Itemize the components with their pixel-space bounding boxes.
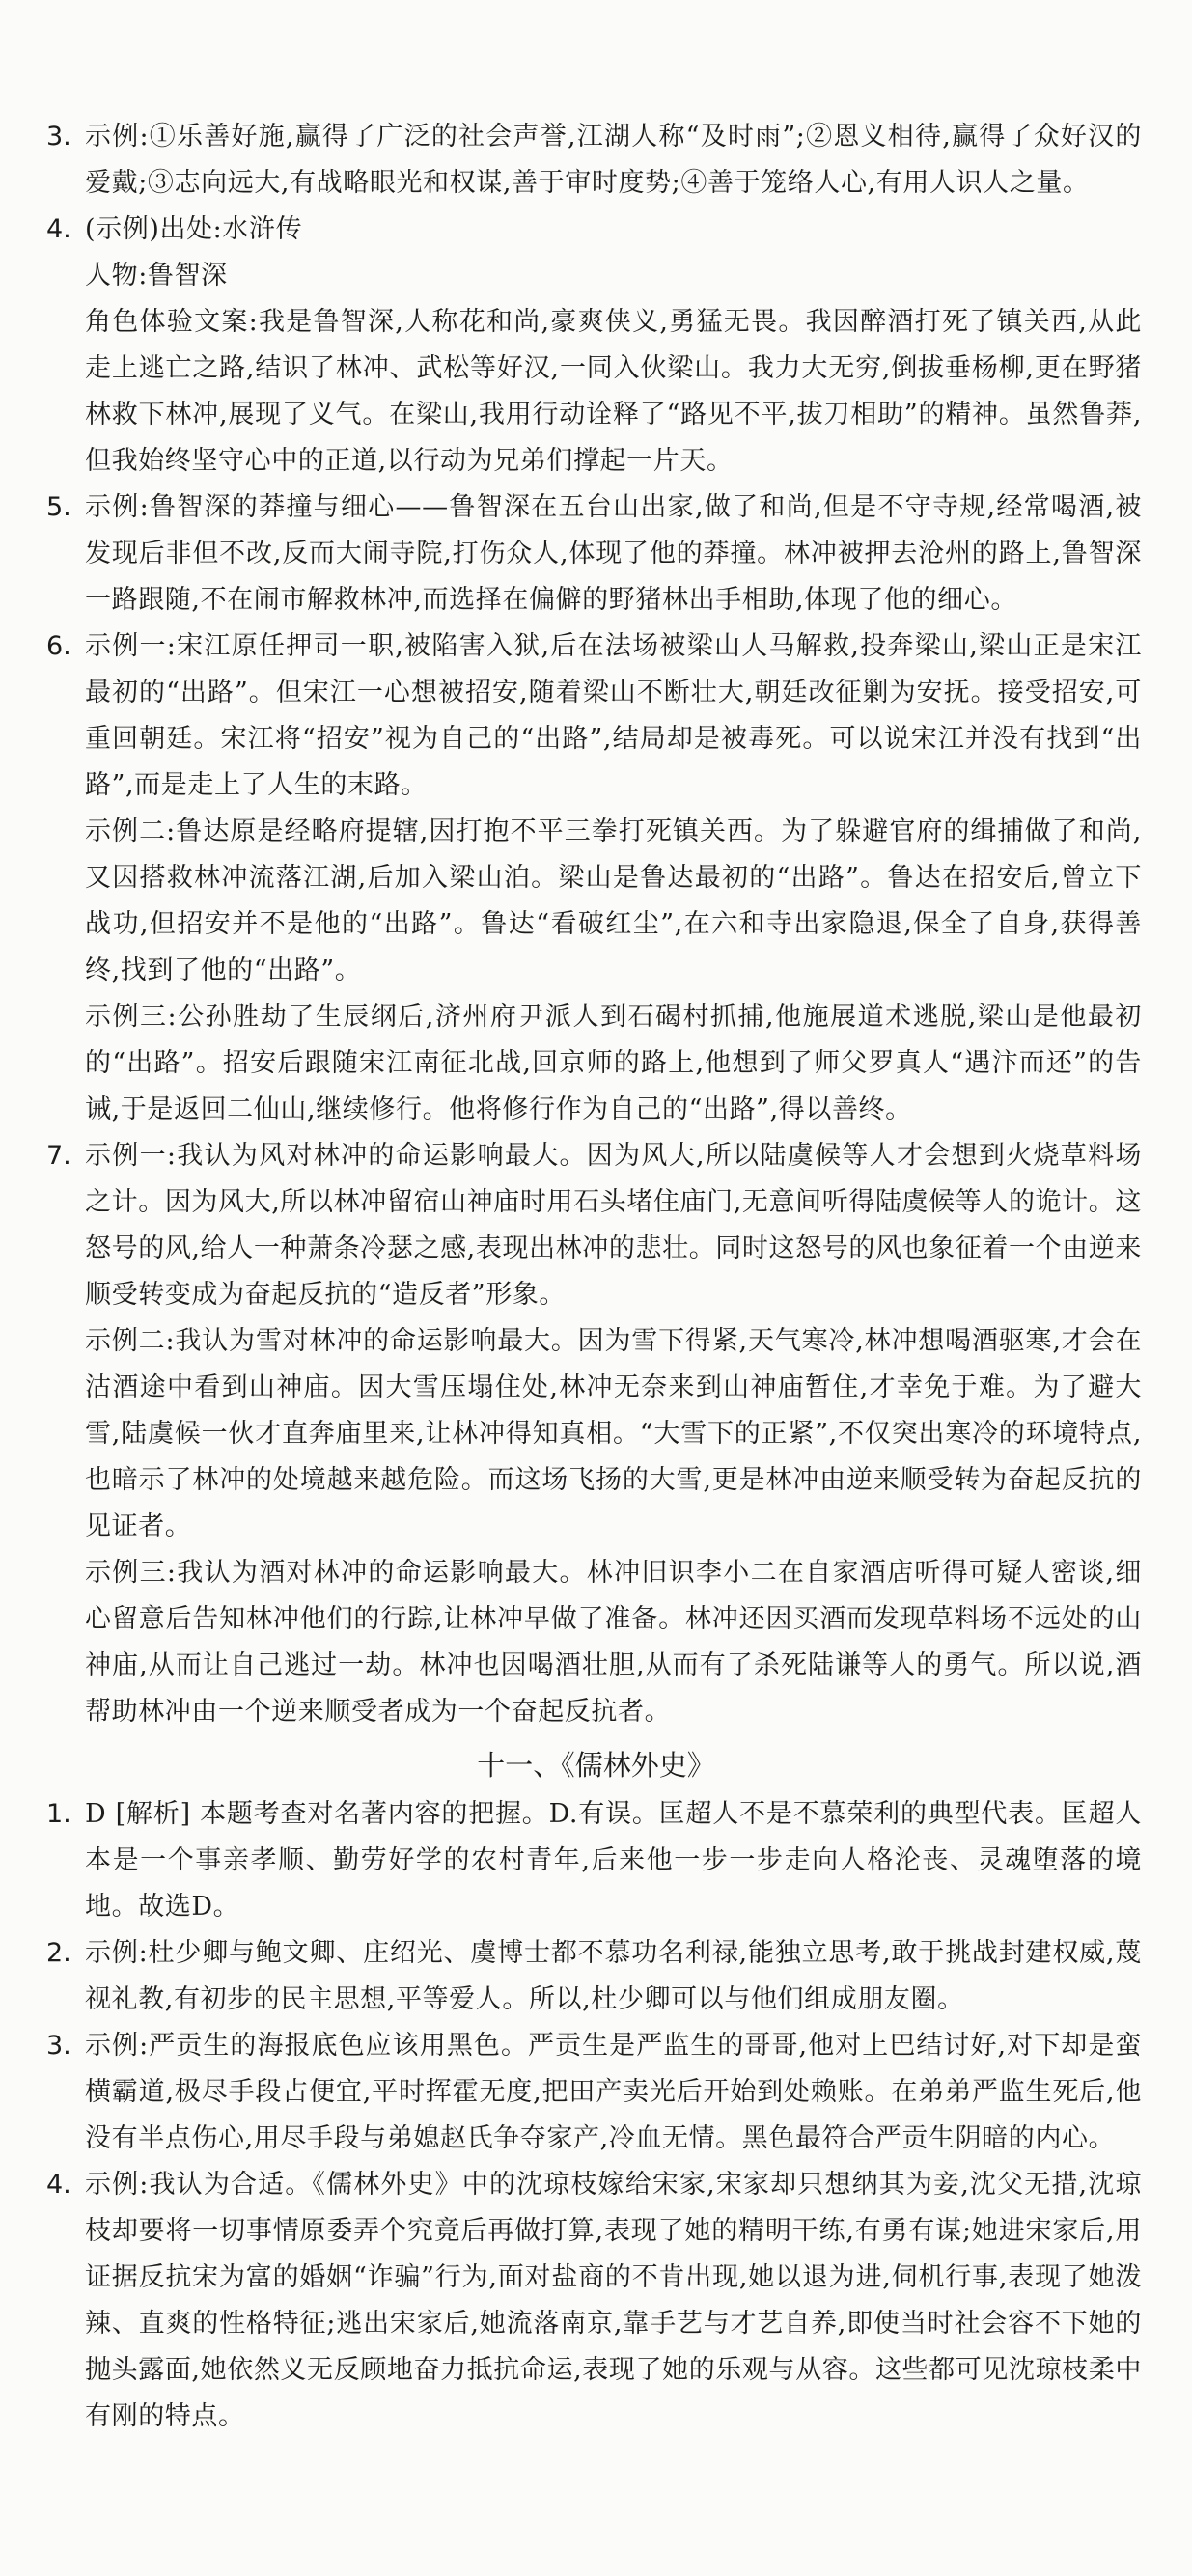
answer-item-3b [46,2023,1142,2162]
item-text: 角色体验文案:我是鲁智深,人称花和尚,豪爽侠义,勇猛无畏。我因醉酒打死了镇关西,从此走上逃亡之路,结识了林冲、武松等好汉,一同入伙梁山。我力大无穷,倒拔垂杨柳,更在野猪林救下林冲,展现了义气。在梁山,我用行动诠释了“路见不平,拔刀相助”的精神。虽然鲁莽,但我始终坚守心中的正道,以行动为兄弟们撑起一片天。 [85,307,1142,476]
item-text: 示例二:我认为雪对林冲的命运影响最大。因为雪下得紧,天气寒冷,林冲想喝酒驱寒,才会在沽酒途中看到山神庙。因大雪压塌住处,林冲无奈来到山神庙暂住,才幸免于难。为了避大雪,陆虞候一伙才直奔庙里来,让林冲得知真相。“大雪下的正紧”,不仅突出寒冷的环境特点,也暗示了林冲的处境越来越危险。而这场飞扬的大雪,更是林冲由逆来顺受转为奋起反抗的见证者。 [85,1326,1142,1541]
item-text: 示例:①乐善好施,赢得了广泛的社会声誉,江湖人称“及时雨”;②恩义相待,赢得了众好汉的爱戴;③志向远大,有战略眼光和权谋,善于审时度势;④善于笼络人心,有用人识人之量。 [85,122,1142,198]
answer-item-2 [46,1930,1142,2023]
item-text: 示例三:我认为酒对林冲的命运影响最大。林冲旧识李小二在自家酒店听得可疑人密谈,细心留意后告知林冲他们的行踪,让林冲早做了准备。林冲还因买酒而发现草料场不远处的山神庙,从而让自己逃过一劫。林冲也因喝酒壮胆,从而有了杀死陆谦等人的勇气。所以说,酒帮助林冲由一个逆来顺受者成为一个奋起反抗者。 [85,1558,1142,1727]
answer-item-5 [46,485,1142,623]
item-number: 2. [46,1938,71,1968]
item-number: 4. [46,214,71,244]
answer-item-3 [46,114,1142,207]
item-text: 示例:我认为合适。《儒林外史》中的沈琼枝嫁给宋家,宋家却只想纳其为妾,沈父无措,沈琼枝却要将一切事情原委弄个究竟后再做打算,表现了她的精明干练,有勇有谋;她进宋家后,用证据反抗宋为富的婚姻“诈骗”行为,面对盐商的不肯出现,她以退为进,伺机行事,表现了她泼辣、直爽的性格特征;逃出宋家后,她流落南京,靠手艺与才艺自养,即使当时社会容不下她的抛头露面,她依然义无反顾地奋力抵抗命运,表现了她的乐观与从容。这些都可见沈琼枝柔中有刚的特点。 [85,2170,1142,2431]
item-text: D [解析] 本题考查对名著内容的把握。D.有误。匡超人不是不慕荣利的典型代表。匡超人本是一个事亲孝顺、勤劳好学的农村青年,后来他一步一步走向人格沦丧、灵魂堕落的境地。故选D。 [85,1799,1142,1922]
item-number: 4. [46,2170,71,2200]
item-text: 示例:杜少卿与鲍文卿、庄绍光、虞博士都不慕功名利禄,能独立思考,敢于挑战封建权威,蔑视礼教,有初步的民主思想,平等爱人。所以,杜少卿可以与他们组成朋友圈。 [85,1938,1142,2014]
item-number: 5. [46,492,71,522]
item-number: 3. [46,2031,71,2061]
item-number: 3. [46,122,71,152]
item-number: 6. [46,631,71,661]
item-text: 人物:鲁智深 [85,261,228,291]
item-text: (示例)出处:水浒传 [85,214,303,244]
item-number: 1. [46,1799,71,1829]
item-text: 示例:鲁智深的莽撞与细心——鲁智深在五台山出家,做了和尚,但是不守寺规,经常喝酒,被发现后非但不改,反而大闹寺院,打伤众人,体现了他的莽撞。林冲被押去沧州的路上,鲁智深一路跟随,不在闹市解救林冲,而选择在偏僻的野猪林出手相助,体现了他的细心。 [85,492,1142,615]
item-text: 示例一:我认为风对林冲的命运影响最大。因为风大,所以陆虞候等人才会想到火烧草料场之计。因为风大,所以林冲留宿山神庙时用石头堵住庙门,无意间听得陆虞候等人的诡计。这怒号的风,给人一种萧条冷瑟之感,表现出林冲的悲壮。同时这怒号的风也象征着一个由逆来顺受转变成为奋起反抗的“造反者”形象。 [85,1141,1142,1310]
item-text: 示例三:公孙胜劫了生辰纲后,济州府尹派人到石碣村抓捕,他施展道术逃脱,梁山是他最初的“出路”。招安后跟随宋江南征北战,回京师的路上,他想到了师父罗真人“遇汴而还”的告诫,于是返回二仙山,继续修行。他将修行作为自己的“出路”,得以善终。 [85,1002,1142,1124]
item-text: 示例二:鲁达原是经略府提辖,因打抱不平三拳打死镇关西。为了躲避官府的缉捕做了和尚,又因搭救林冲流落江湖,后加入梁山泊。梁山是鲁达最初的“出路”。鲁达在招安后,曾立下战功,但招安并不是他的“出路”。鲁达“看破红尘”,在六和寺出家隐退,保全了自身,获得善终,找到了他的“出路”。 [85,817,1142,985]
answer-item-4b [46,2162,1142,2440]
answer-item-7 [46,1133,1142,1735]
answer-item-1 [46,1791,1142,1930]
item-number: 7. [46,1141,71,1171]
answer-item-4 [46,207,1142,485]
section-title: 十一、《儒林外史》 [477,1749,715,1782]
item-text: 示例:严贡生的海报底色应该用黑色。严贡生是严监生的哥哥,他对上巴结讨好,对下却是蛮横霸道,极尽手段占便宜,平时挥霍无度,把田产卖光后开始到处赖账。在弟弟严监生死后,他没有半点伤心,用尽手段与弟媳赵氏争夺家产,冷血无情。黑色最符合严贡生阴暗的内心。 [85,2031,1142,2153]
item-text: 示例一:宋江原任押司一职,被陷害入狱,后在法场被梁山人马解救,投奔梁山,梁山正是宋江最初的“出路”。但宋江一心想被招安,随着梁山不断壮大,朝廷改征剿为安抚。接受招安,可重回朝廷。宋江将“招安”视为自己的“出路”,结局却是被毒死。可以说宋江并没有找到“出路”,而是走上了人生的末路。 [85,631,1142,800]
answer-item-6 [46,623,1142,1133]
